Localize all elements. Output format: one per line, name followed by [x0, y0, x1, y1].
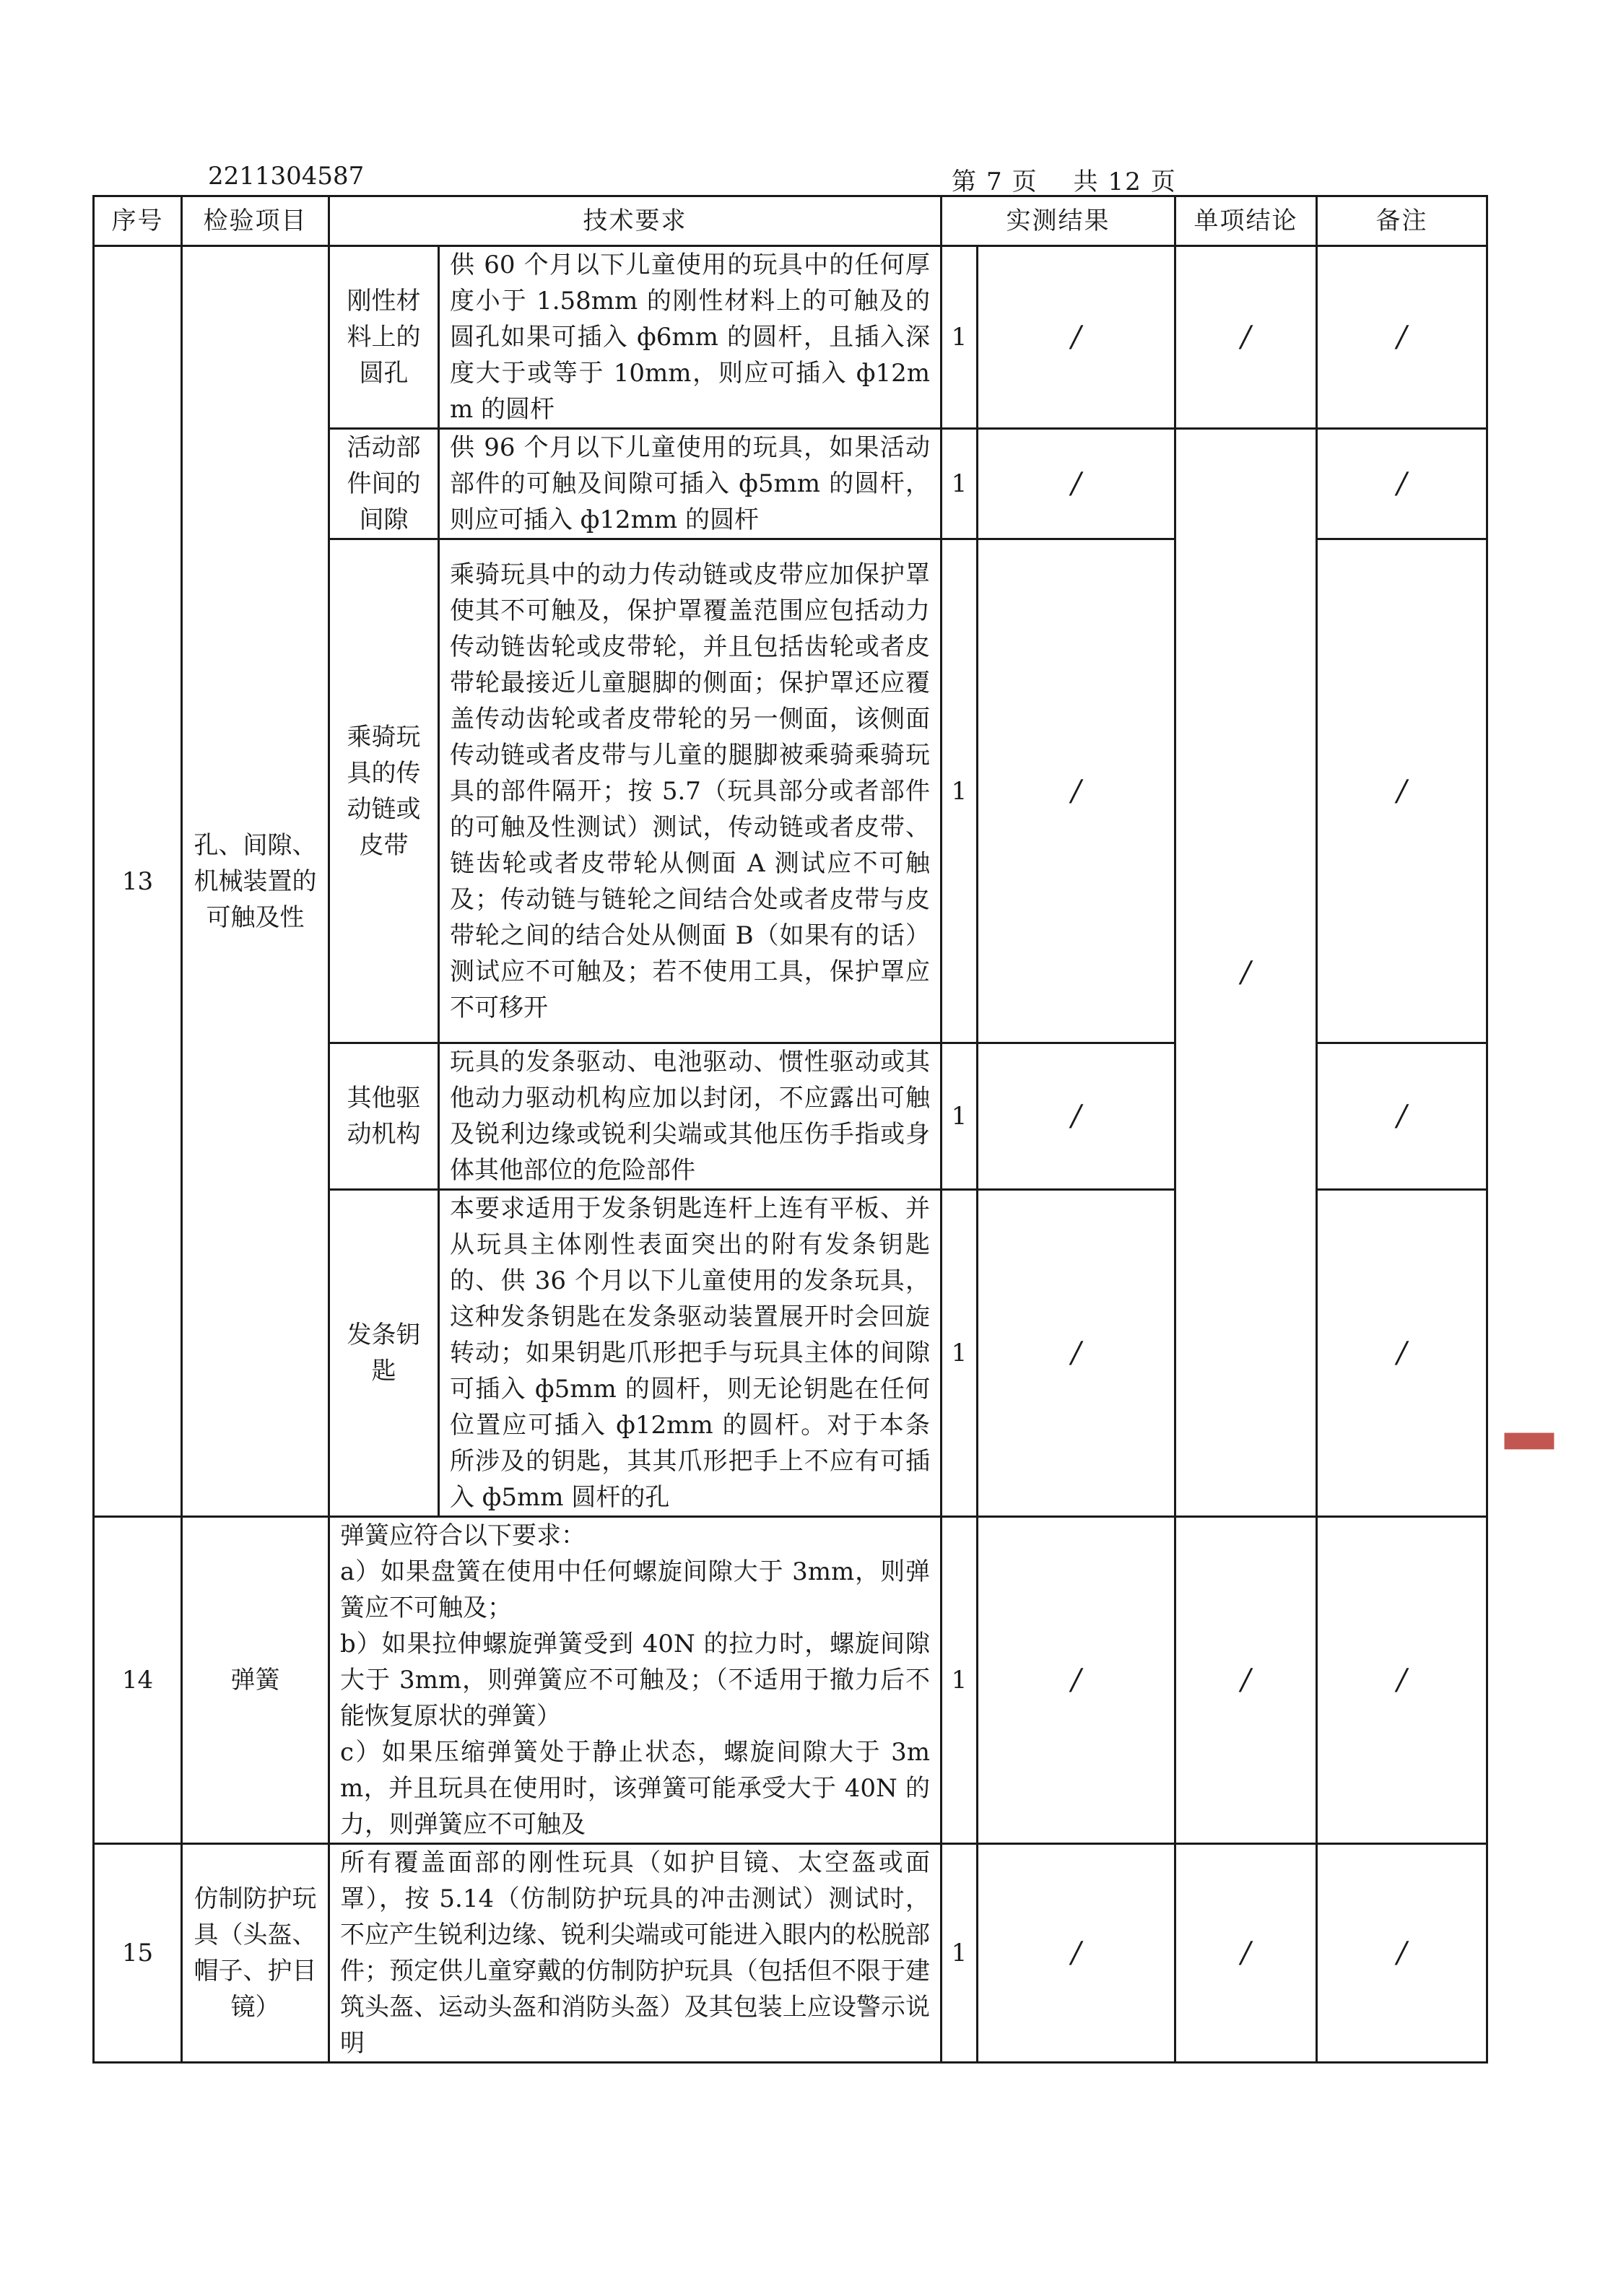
conclusion-cell: / — [1175, 246, 1317, 429]
header-remark: 备注 — [1317, 196, 1487, 246]
red-stamp-fragment: ▌ — [1505, 1433, 1554, 1466]
requirement-line: 弹簧应符合以下要求： — [340, 1521, 586, 1550]
inspection-table — [92, 195, 1488, 2064]
result-cell: / — [978, 1190, 1175, 1517]
requirement-cell: 供 96 个月以下儿童使用的玩具，如果活动部件的可触及间隙可插入 ф5mm 的圆杆，则应可插入 ф12mm 的圆杆 — [439, 429, 942, 539]
sub-item-cell: 活动部件间的间隙 — [329, 429, 439, 539]
remark-cell: / — [1317, 1517, 1487, 1844]
requirement-line: c）如果压缩弹簧处于静止状态，螺旋间隙大于 3mm，并且玩具在使用时，该弹簧可能承受大于 40N 的力，则弹簧应不可触及 — [340, 1738, 930, 1839]
report-number: 2211304587 — [208, 162, 365, 191]
requirement-cell: 所有覆盖面部的刚性玩具（如护目镜、太空盔或面罩），按 5.14（仿制防护玩具的冲击测试）测试时，不应产生锐利边缘、锐利尖端或可能进入眼内的松脱部件；预定供儿童穿戴的仿制防护玩具（包括但不限于建筑头盔、运动头盔和消防头盔）及其包装上应设警示说明 — [329, 1844, 942, 2063]
result-cell: / — [978, 539, 1175, 1043]
seq-cell: 14 — [94, 1517, 182, 1844]
result-cell: / — [978, 429, 1175, 539]
page-header — [92, 159, 1486, 195]
requirement-line: a）如果盘簧在使用中任何螺旋间隙大于 3mm，则弹簧应不可触及； — [340, 1557, 930, 1622]
sample-count-cell: 1 — [942, 539, 978, 1043]
result-cell: / — [978, 246, 1175, 429]
item-cell: 弹簧 — [182, 1517, 329, 1844]
remark-cell: / — [1317, 429, 1487, 539]
remark-cell: / — [1317, 539, 1487, 1043]
table-header-row — [94, 196, 1487, 246]
requirement-cell: 本要求适用于发条钥匙连杆上连有平板、并从玩具主体刚性表面突出的附有发条钥匙的、供 36 个月以下儿童使用的发条玩具，这种发条钥匙在发条驱动装置展开时会回旋转动；如果钥匙爪形把手与玩具主体的间隙可插入 ф5mm 的圆杆，则无论钥匙在任何位置应可插入 ф12mm 的圆杆。对于本条所涉及的钥匙，其其爪形把手上不应有可插入 ф5mm 圆杆的孔 — [439, 1190, 942, 1517]
sub-item-cell: 发条钥匙 — [329, 1190, 439, 1517]
sample-count-cell: 1 — [942, 1517, 978, 1844]
seq-cell: 13 — [94, 246, 182, 1517]
header-item: 检验项目 — [182, 196, 329, 246]
page-indicator: 第 7 页 共 12 页 — [952, 168, 1177, 196]
remark-cell: / — [1317, 1844, 1487, 2063]
requirement-cell: 乘骑玩具中的动力传动链或皮带应加保护罩使其不可触及，保护罩覆盖范围应包括动力传动链齿轮或皮带轮，并且包括齿轮或者皮带轮最接近儿童腿脚的侧面；保护罩还应覆盖传动齿轮或者皮带轮的另一侧面，该侧面传动链或者皮带与儿童的腿脚被乘骑乘骑玩具的部件隔开；按 5.7（玩具部分或者部件的可触及性测试）测试，传动链或者皮带、链齿轮或者皮带轮从侧面 A 测试应不可触及；传动链与链轮之间结合处或者皮带与皮带轮之间的结合处从侧面 B（如果有的话）测试应不可触及；若不使用工具，保护罩应不可移开 — [439, 539, 942, 1043]
conclusion-cell: / — [1175, 1844, 1317, 2063]
sub-item-cell: 乘骑玩具的传动链或皮带 — [329, 539, 439, 1043]
sub-item-cell: 刚性材料上的圆孔 — [329, 246, 439, 429]
result-cell: / — [978, 1844, 1175, 2063]
item-cell: 孔、间隙、机械装置的可触及性 — [182, 246, 329, 1517]
sample-count-cell: 1 — [942, 1043, 978, 1190]
header-seq: 序号 — [94, 196, 182, 246]
conclusion-cell: / — [1175, 1517, 1317, 1844]
sample-count-cell: 1 — [942, 1844, 978, 2063]
sample-count-cell: 1 — [942, 246, 978, 429]
page-current: 7 — [986, 168, 1004, 196]
seq-cell: 15 — [94, 1844, 182, 2063]
requirement-cell: 玩具的发条驱动、电池驱动、惯性驱动或其他动力驱动机构应加以封闭，不应露出可触及锐利边缘或锐利尖端或其他压伤手指或身体其他部位的危险部件 — [439, 1043, 942, 1190]
result-cell: / — [978, 1043, 1175, 1190]
table-row — [94, 246, 1487, 429]
sub-item-cell: 其他驱动机构 — [329, 1043, 439, 1190]
item-cell: 仿制防护玩具（头盔、帽子、护目镜） — [182, 1844, 329, 2063]
requirement-cell: 供 60 个月以下儿童使用的玩具中的任何厚度小于 1.58mm 的刚性材料上的可触及的圆孔如果可插入 ф6mm 的圆杆，且插入深度大于或等于 10mm，则应可插入 ф12mm 的圆杆 — [439, 246, 942, 429]
table-row — [94, 1844, 1487, 2063]
sample-count-cell: 1 — [942, 1190, 978, 1517]
requirement-cell — [329, 1517, 942, 1844]
conclusion-cell: / — [1175, 429, 1317, 1517]
table-row — [94, 1517, 1487, 1844]
sample-count-cell: 1 — [942, 429, 978, 539]
remark-cell: / — [1317, 246, 1487, 429]
header-requirement: 技术要求 — [329, 196, 942, 246]
remark-cell: / — [1317, 1043, 1487, 1190]
page-total: 12 — [1108, 168, 1142, 196]
header-conclusion: 单项结论 — [1175, 196, 1317, 246]
requirement-line: b）如果拉伸螺旋弹簧受到 40N 的拉力时，螺旋间隙大于 3mm，则弹簧应不可触及；（不适用于撤力后不能恢复原状的弹簧） — [340, 1630, 930, 1731]
remark-cell: / — [1317, 1190, 1487, 1517]
result-cell: / — [978, 1517, 1175, 1844]
header-result: 实测结果 — [942, 196, 1175, 246]
